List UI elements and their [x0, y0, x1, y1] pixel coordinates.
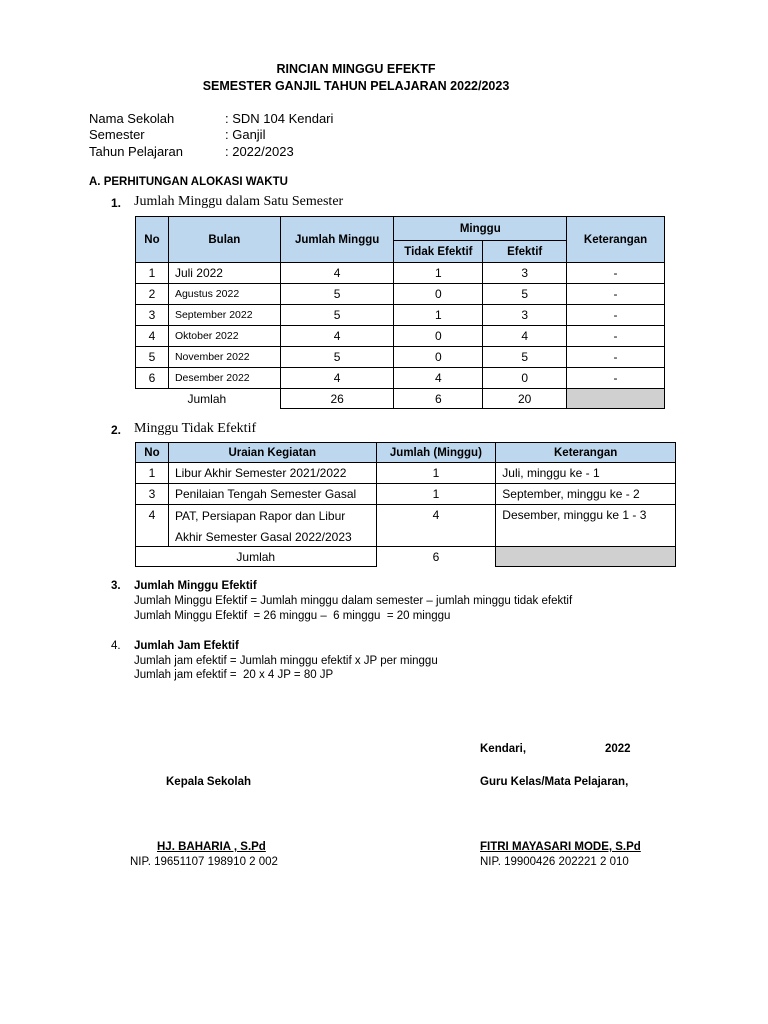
header-no: No — [136, 217, 169, 263]
cell-ket: - — [567, 368, 665, 389]
non-effective-table — [135, 442, 676, 567]
total-label: Jumlah — [136, 389, 281, 409]
cell-bulan: Juli 2022 — [168, 263, 280, 284]
cell-jumlah: 4 — [280, 263, 394, 284]
cell-ket: - — [567, 263, 665, 284]
cell-tidak: 1 — [394, 263, 483, 284]
total-label: Jumlah — [136, 547, 377, 567]
cell-ket: - — [567, 326, 665, 347]
cell-ket: - — [567, 284, 665, 305]
info-value-semester: : Ganjil — [225, 127, 266, 142]
cell-ket: - — [567, 347, 665, 368]
table-row — [136, 505, 676, 547]
cell-no: 3 — [136, 305, 169, 326]
cell-tidak: 1 — [394, 305, 483, 326]
cell-ket: Juli, minggu ke - 1 — [496, 463, 676, 484]
item3-number: 3. — [111, 580, 121, 592]
info-label-semester: Semester — [89, 127, 145, 142]
cell-efektif: 5 — [483, 347, 567, 368]
table-row — [136, 484, 676, 505]
cell-uraian: Libur Akhir Semester 2021/2022 — [168, 463, 376, 484]
total-keterangan-shaded — [567, 389, 665, 409]
item3-line2: Jumlah Minggu Efektif = 26 minggu – 6 minggu = 20 minggu — [134, 610, 451, 622]
cell-efektif: 3 — [483, 263, 567, 284]
cell-jumlah: 1 — [376, 484, 496, 505]
cell-jumlah: 5 — [280, 347, 394, 368]
signature-right-name: FITRI MAYASARI MODE, S.Pd — [480, 841, 641, 853]
cell-jumlah: 4 — [280, 368, 394, 389]
cell-no: 5 — [136, 347, 169, 368]
header-efektif: Efektif — [483, 241, 567, 263]
item3-title: Jumlah Minggu Efektif — [134, 580, 257, 592]
cell-no: 6 — [136, 368, 169, 389]
cell-bulan: Oktober 2022 — [168, 326, 280, 347]
cell-efektif: 5 — [483, 284, 567, 305]
header-jumlah-minggu: Jumlah Minggu — [280, 217, 394, 263]
weeks-table — [135, 216, 665, 409]
table-total-row — [136, 547, 676, 567]
cell-no: 4 — [136, 326, 169, 347]
total-jumlah: 6 — [376, 547, 496, 567]
cell-efektif: 4 — [483, 326, 567, 347]
cell-no: 1 — [136, 263, 169, 284]
total-efektif: 20 — [483, 389, 567, 409]
cell-bulan: Agustus 2022 — [168, 284, 280, 305]
cell-jumlah: 5 — [280, 305, 394, 326]
cell-efektif: 3 — [483, 305, 567, 326]
cell-jumlah: 4 — [376, 505, 496, 547]
cell-no: 4 — [136, 505, 169, 547]
info-label-year: Tahun Pelajaran — [89, 144, 183, 159]
cell-no: 1 — [136, 463, 169, 484]
header-keterangan: Keterangan — [496, 443, 676, 463]
doc-title-line2: SEMESTER GANJIL TAHUN PELAJARAN 2022/2023 — [202, 79, 510, 93]
info-value-school: : SDN 104 Kendari — [225, 111, 334, 126]
cell-no: 2 — [136, 284, 169, 305]
cell-tidak: 0 — [394, 347, 483, 368]
info-label-school: Nama Sekolah — [89, 111, 175, 126]
cell-ket: - — [567, 305, 665, 326]
header-bulan: Bulan — [168, 217, 280, 263]
item4-number: 4. — [111, 640, 121, 652]
cell-tidak: 0 — [394, 284, 483, 305]
cell-uraian: Penilaian Tengah Semester Gasal — [168, 484, 376, 505]
cell-bulan: September 2022 — [168, 305, 280, 326]
header-tidak-efektif: Tidak Efektif — [394, 241, 483, 263]
header-no: No — [136, 443, 169, 463]
signature-left-role: Kepala Sekolah — [166, 776, 252, 788]
cell-tidak: 0 — [394, 326, 483, 347]
table-row — [136, 263, 665, 284]
header-jumlah: Jumlah (Minggu) — [376, 443, 496, 463]
info-value-year: : 2022/2023 — [225, 144, 294, 159]
cell-jumlah: 1 — [376, 463, 496, 484]
cell-tidak: 4 — [394, 368, 483, 389]
cell-bulan: Desember 2022 — [168, 368, 280, 389]
cell-efektif: 0 — [483, 368, 567, 389]
signature-year: 2022 — [605, 743, 631, 755]
doc-title-line1: RINCIAN MINGGU EFEKTF — [276, 62, 436, 76]
cell-uraian-line2: Akhir Semester Gasal 2022/2023 — [174, 530, 352, 544]
cell-jumlah: 4 — [280, 326, 394, 347]
signature-place: Kendari, — [480, 743, 527, 755]
item2-number: 2. — [111, 423, 122, 437]
cell-ket: September, minggu ke - 2 — [496, 484, 676, 505]
table-row — [136, 463, 676, 484]
section-a-heading: A. PERHITUNGAN ALOKASI WAKTU — [89, 176, 288, 188]
item3-line1: Jumlah Minggu Efektif = Jumlah minggu dalam semester – jumlah minggu tidak efektif — [134, 595, 573, 607]
total-tidak: 6 — [394, 389, 483, 409]
table-total-row — [136, 389, 665, 409]
cell-jumlah: 5 — [280, 284, 394, 305]
table-row — [136, 305, 665, 326]
header-keterangan: Keterangan — [567, 217, 665, 263]
signature-left-nip: NIP. 19651107 198910 2 002 — [130, 856, 278, 868]
item1-title: Jumlah Minggu dalam Satu Semester — [134, 194, 344, 209]
signature-right-nip: NIP. 19900426 202221 2 010 — [480, 856, 629, 868]
item1-number: 1. — [111, 196, 122, 210]
total-keterangan-shaded — [496, 547, 676, 567]
item2-title: Minggu Tidak Efektif — [134, 421, 257, 436]
cell-no: 3 — [136, 484, 169, 505]
table-row — [136, 347, 665, 368]
cell-ket: Desember, minggu ke 1 - 3 — [496, 505, 676, 547]
item4-title: Jumlah Jam Efektif — [134, 640, 239, 652]
cell-uraian-line1: PAT, Persiapan Rapor dan Libur — [174, 509, 346, 523]
table-row — [136, 284, 665, 305]
signature-right-role: Guru Kelas/Mata Pelajaran, — [480, 776, 629, 788]
item4-line1: Jumlah jam efektif = Jumlah minggu efektif x JP per minggu — [134, 655, 438, 667]
table-row — [136, 368, 665, 389]
signature-left-name: HJ. BAHARIA , S.Pd — [157, 841, 266, 853]
header-uraian: Uraian Kegiatan — [168, 443, 376, 463]
table-row — [136, 326, 665, 347]
total-jumlah: 26 — [280, 389, 394, 409]
header-minggu: Minggu — [394, 217, 567, 241]
item4-line2: Jumlah jam efektif = 20 x 4 JP = 80 JP — [134, 669, 334, 681]
cell-bulan: November 2022 — [168, 347, 280, 368]
cell-uraian — [168, 505, 376, 547]
